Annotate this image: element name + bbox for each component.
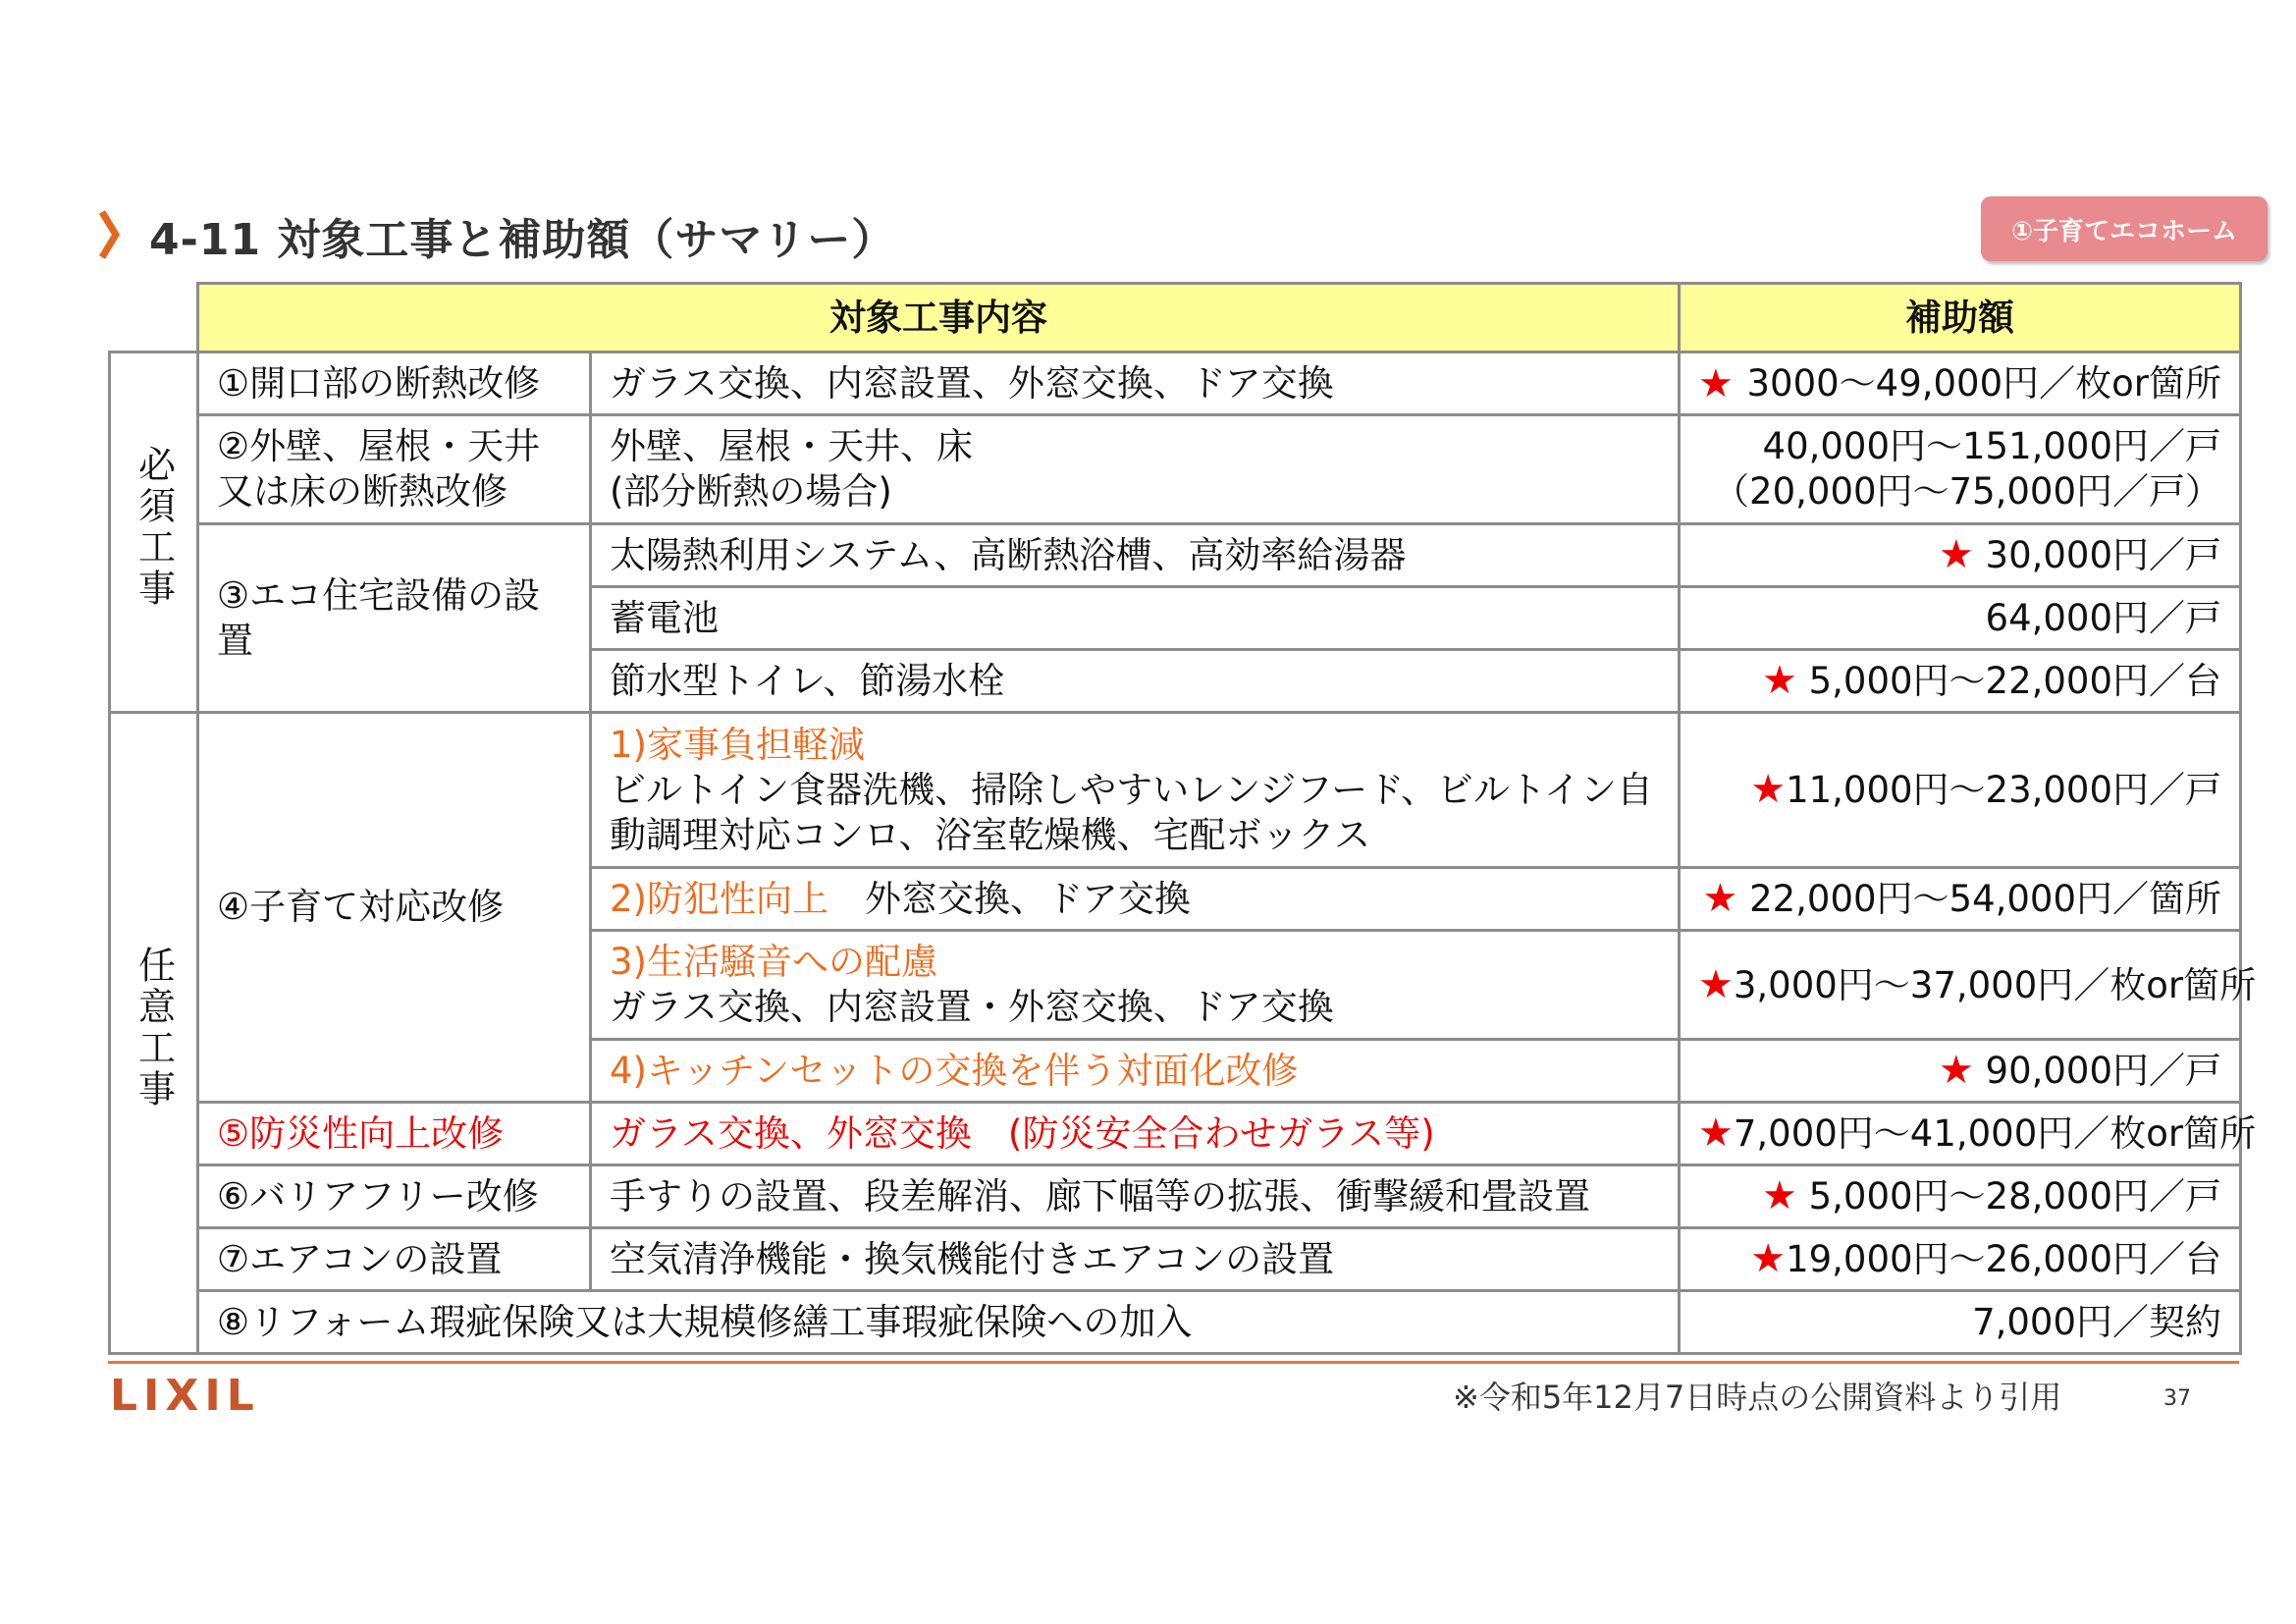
category-badge: ①子育てエコホーム <box>1981 196 2268 261</box>
amount-cell: ★ 5,000円～28,000円／戸 <box>1680 1165 2241 1228</box>
category-optional: 任意工事 <box>110 713 198 1354</box>
item-label: ⑤防災性向上改修 <box>198 1103 591 1165</box>
table-row <box>110 524 2241 587</box>
star-icon: ★ <box>1698 360 1734 406</box>
amount-cell: ★ 22,000円～54,000円／箇所 <box>1680 868 2241 931</box>
detail-text: 外壁、屋根・天井、床 (部分断熱の場合) <box>591 415 1680 524</box>
detail-text: ガラス交換、内窓設置、外窓交換、ドア交換 <box>591 352 1680 415</box>
table-row <box>110 1165 2241 1228</box>
footer-divider <box>108 1361 2239 1364</box>
category-required: 必須工事 <box>110 352 198 713</box>
table-row <box>110 1228 2241 1291</box>
table-row <box>110 1291 2241 1354</box>
item-label: ⑦エアコンの設置 <box>198 1228 591 1291</box>
lixil-logo: LIXIL <box>110 1371 260 1421</box>
detail-text: 4)キッチンセットの交換を伴う対面化改修 <box>591 1040 1680 1103</box>
amount-cell: ★7,000円～41,000円／枚or箇所 <box>1680 1103 2241 1165</box>
star-icon: ★ <box>1938 1048 1974 1093</box>
amount-cell: ★19,000円～26,000円／台 <box>1680 1228 2241 1291</box>
detail-text: ガラス交換、外窓交換 (防災安全合わせガラス等) <box>591 1103 1680 1165</box>
item-label: ⑥バリアフリー改修 <box>198 1165 591 1228</box>
subsidy-summary-table <box>108 282 2257 1355</box>
page-title: 4-11 対象工事と補助額（サマリー） <box>149 215 896 265</box>
detail-text: 空気清浄機能・換気機能付きエアコンの設置 <box>591 1228 1680 1291</box>
item-label: ②外壁、屋根・天井又は床の断熱改修 <box>198 415 591 524</box>
amount-cell: 64,000円／戸 <box>1680 587 2241 650</box>
amount-cell: ★ 30,000円／戸 <box>1680 524 2241 587</box>
star-icon: ★ <box>1750 1236 1787 1281</box>
star-icon: ★ <box>1761 658 1797 703</box>
item-label: ④子育て対応改修 <box>198 713 591 1103</box>
header-content: 対象工事内容 <box>198 284 1680 352</box>
detail-text: 手すりの設置、段差解消、廊下幅等の拡張、衝撃緩和畳設置 <box>591 1165 1680 1228</box>
star-icon: ★ <box>1698 1110 1734 1156</box>
star-icon: ★ <box>1750 767 1787 812</box>
table-corner <box>110 284 198 352</box>
item-label: ⑧リフォーム瑕疵保険又は大規模修繕工事瑕疵保険への加入 <box>198 1291 1680 1354</box>
source-note: ※令和5年12月7日時点の公開資料より引用 <box>1453 1379 2062 1416</box>
item-label: ①開口部の断熱改修 <box>198 352 591 415</box>
star-icon: ★ <box>1938 532 1974 577</box>
star-icon: ★ <box>1698 961 1734 1007</box>
detail-text: 太陽熱利用システム、高断熱浴槽、高効率給湯器 <box>591 524 1680 587</box>
amount-cell: ★11,000円～23,000円／戸 <box>1680 713 2241 868</box>
page-number: 37 <box>2163 1386 2191 1411</box>
header-amount: 補助額 <box>1680 284 2241 352</box>
amount-cell: ★ 5,000円～22,000円／台 <box>1680 650 2241 713</box>
detail-text: 2)防犯性向上 外窓交換、ドア交換 <box>591 868 1680 931</box>
detail-text: 3)生活騒音への配慮 ガラス交換、内窓設置・外窓交換、ドア交換 <box>591 931 1680 1040</box>
chevron-right-icon <box>98 208 120 261</box>
amount-cell: ★ 90,000円／戸 <box>1680 1040 2241 1103</box>
table-row <box>110 713 2241 868</box>
amount-cell: 7,000円／契約 <box>1680 1291 2241 1354</box>
star-icon: ★ <box>1702 876 1738 921</box>
detail-text: 節水型トイレ、節湯水栓 <box>591 650 1680 713</box>
table-row <box>110 415 2241 524</box>
amount-cell: ★ 3000～49,000円／枚or箇所 <box>1680 352 2241 415</box>
table-row <box>110 352 2241 415</box>
amount-cell: ★3,000円～37,000円／枚or箇所 <box>1680 931 2241 1040</box>
star-icon: ★ <box>1761 1173 1797 1218</box>
item-label: ③エコ住宅設備の設置 <box>198 524 591 713</box>
amount-cell: 40,000円～151,000円／戸 （20,000円～75,000円／戸） <box>1680 415 2241 524</box>
detail-text: 1)家事負担軽減 ビルトイン食器洗機、掃除しやすいレンジフード、ビルトイン自動調理対応コンロ、浴室乾燥機、宅配ボックス <box>591 713 1680 868</box>
detail-text: 蓄電池 <box>591 587 1680 650</box>
table-row <box>110 1103 2241 1165</box>
